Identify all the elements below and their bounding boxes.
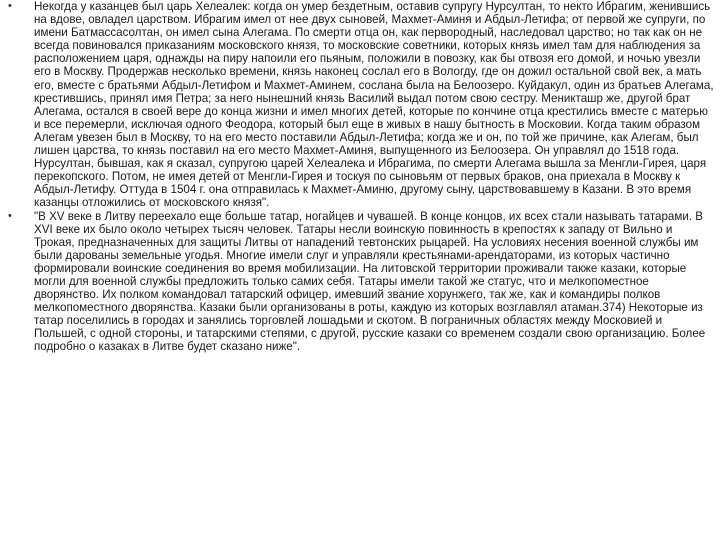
list-item <box>8 0 714 210</box>
bullet-list <box>8 0 714 354</box>
paragraph-tatars-lithuania: "В XV веке в Литву переехало еще больше татар, ногайцев и чувашей. В конце концов, их всех стали называть татарами. В XVI веке их было около четырех тысяч человек. Татары несли воинскую повинность в крепостях к западу от Вильно и Трокая, предназначенных для защиты Литвы от нападений тевтонских рыцарей. На условиях несения военной службы им были дарованы земельные угодья. Многие имели слуг и управляли крестьянами-арендаторами, из которых частично формировали воинские соединения во время мобилизации. На литовской территории проживали также казаки, которые могли для военной службы предложить только самих себя. Татары имели такой же статус, что и мелкопоместное дворянство. Их полком командовал татарский офицер, имевший звание хорунжего, так же, как и командиры полков мелкопоместного дворянства. Казаки были организованы в роты, каждую из которых возглавлял атаман.374) Некоторые из татар поселились в городах и занялись торговлей лошадьми и скотом. В пограничных областях между Московией и Польшей, с одной стороны, и татарскими степями, с другой, русские казаки со временем создали свою организацию. Более подробно о казаках в Литве будет сказано ниже". <box>34 209 706 354</box>
bullet-icon: • <box>8 209 12 222</box>
paragraph-kazan-tsars: Некогда у казанцев был царь Хелеалек: когда он умер бездетным, оставив супругу Нурсултан, то некто Ибрагим, женившись на вдове, овладел царством. Ибрагим имел от нее двух сыновей, Махмет-Аминя и Абдыл-Летифа; от первой же супруги, по имени Батмассасолтан, он имел сына Алегама. По смерти отца он, как первородный, наследовал царство; но так как он не всегда повиновался приказаниям московского князя, то московские советники, которых князь имел там для наблюдения за расположением царя, однажды на пиру напоили его пьяным, положили в повозку, как бы отвозя его домой, и ночью увезли его в Москву. Продержав несколько времени, князь наконец сослал его в Вологду, где он дожил остальной свой век, а мать его, вместе с братьями Абдыл-Летифом и Махмет-Аминем, сослана была на Белоозеро. Куйдакул, один из братьев Алегама, крестившись, принял имя Петра; за него нынешний князь Василий выдал потом свою сестру. Меникташр же, другой брат Алегама, остался в своей вере до конца жизни и имел многих детей, которые по кончине отца крестились вместе с матерью и все перемерли, исключая одного Феодора, который был еще в живых в нашу бытность в Московии. Когда таким образом Алегам увезен был в Москву, то на его место поставили Абдыл-Летифа; когда же и он, по той же причине, как Алегам, был лишен царства, то князь поставил на его место Махмет-Аминя, выпущенного из Белоозера. Он управлял до 1518 года. Нурсултан, бывшая, как я сказал, супругою царей Хелеалека и Ибрагима, по смерти Алегама вышла за Менгли-Гирея, царя перекопского. Потом, не имея детей от Менгли-Гирея и тоскуя по сыновьям от первых браков, она приехала в Москву к Абдыл-Летифу. Оттуда в 1504 г. она отправилась к Махмет-Аминю, другому сыну, царствовавшему в Казани. В это время казанцы отложились от московского князя". <box>34 0 714 210</box>
bullet-icon: • <box>8 0 12 12</box>
list-item <box>8 210 714 354</box>
